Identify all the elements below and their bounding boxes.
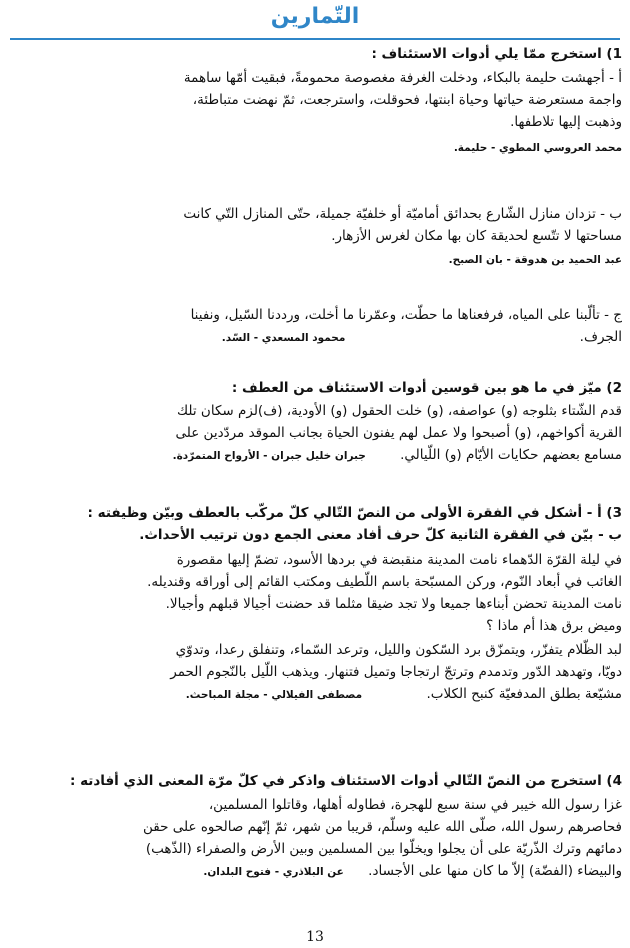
text-line: مساحتها لا تتّسع لحديقة كان بها مكان لغرس الأزهار. xyxy=(331,228,622,244)
exercise-1-c-source: محمود المسعدي - السّد. xyxy=(221,332,346,344)
exercise-4-source: عن البلاذري - فتوح البلدان. xyxy=(203,866,344,878)
exercise-3-paragraph-2 xyxy=(8,639,622,706)
exercise-1-b xyxy=(8,203,622,269)
text-line: نامت المدينة تحضن أبناءها جميعا ولا تجد ضيقا مثلما قد حضنت أجيالا قبلهم وأجيالا. xyxy=(165,596,622,612)
text-line: غزا رسول الله خيبر في سنة سبع للهجرة، فطاوله أهلها، وقاتلوا المسلمين، xyxy=(208,797,622,813)
exercise-2-source: جبران خليل جبران - الأرواح المتمرّدة. xyxy=(172,450,366,462)
text-line-part: مشيّعة بطلق المدفعيّة كنبح الكلاب. xyxy=(426,686,622,702)
exercise-3-heading: 3) أ - أشكل في الفقرة الأولى من النصّ التّالي كلّ مركّب بالعطف وبيّن وظيفته : xyxy=(87,505,622,521)
text-line xyxy=(8,860,622,883)
text-line: ج - تألّبنا على المياه، فرفعناها ما حطّت، وعمّرنا ما أخلت، ورددنا السّيل، ونفينا xyxy=(190,307,622,323)
text-line-part: الجرف. xyxy=(579,329,622,345)
text-line: ب - تزدان منازل الشّارع بحدائق أماميّة أو خلفيّة جميلة، حتّى المنازل التّي كانت xyxy=(183,206,622,222)
title-underline xyxy=(10,38,620,40)
text-line: القرية أكواخهم، (و) أصبحوا ولا عمل لهم يفنون الحياة بجانب الموقد مردّدين على xyxy=(175,425,622,441)
exercise-4-heading: 4) استخرج من النصّ التّالي أدوات الاستئناف واذكر في كلّ مرّة المعنى الذي أفادته : xyxy=(69,773,622,789)
text-line: واجمة مستعرضة حياتها وحياة ابنتها، فحوقلت، واسترجعت، ثمّ نهضت متباطئة، xyxy=(192,92,622,108)
exercise-3-source: مصطفى الفيلالي - مجلة المباحث. xyxy=(185,689,363,701)
text-line: فحاصرهم رسول الله، صلّى الله عليه وسلّم، قريبا من شهر، ثمّ إنّهم صالحوه على حقن xyxy=(143,819,622,835)
text-line: لبد الظّلام يتفزّر، ويتمزّق برد السّكون والليل، وترعد السّماء، وتنفلق رعدا، وتدوّي xyxy=(175,642,622,658)
text-line: في ليلة القرّة الدّهماء نامت المدينة منقبضة في بردها الأسود، تضمّ إليها مقصورة xyxy=(176,552,622,568)
exercise-1-a-source: محمد العروسي المطوي - حليمة. xyxy=(453,142,622,154)
exercise-3-paragraph-1 xyxy=(8,549,622,637)
text-line: وذهبت إليها تلاطفها. xyxy=(510,114,622,130)
text-line: قدم الشّتاء بثلوجه (و) عواصفه، (و) خلت الحقول (و) الأودية، (ف)لزم سكان تلك xyxy=(177,403,622,419)
exercise-1-b-source: عبد الحميد بن هدوقة - بان الصبح. xyxy=(448,254,622,266)
exercise-3 xyxy=(8,503,622,706)
text-line-part: مسامع بعضهم حكايات الأيّام (و) اللّيالي. xyxy=(400,447,622,463)
text-line: وميض برق هذا أم ماذا ؟ xyxy=(486,618,622,634)
text-line: أ - أجهشت حليمة بالبكاء، ودخلت الغرفة مغصوصة محمومةً، فبقيت أمّها ساهمة xyxy=(183,70,622,86)
exercise-1-heading: 1) استخرج ممّا يلي أدوات الاستئناف : xyxy=(371,46,622,62)
page-title: التّمارين xyxy=(270,4,360,29)
page-number: 13 xyxy=(306,929,324,945)
exercise-4 xyxy=(8,771,622,883)
text-line-part: والبيضاء (الفضّة) إلاّ ما كان منها على الأجساد. xyxy=(368,863,622,879)
exercise-2-text xyxy=(8,400,622,467)
text-line: دمائهم وترك الذّريّة على أن يجلوا ويخلّوا بين المسلمين وبين الأرض والصفراء (الذّهب) xyxy=(145,841,622,857)
text-line: دويّا، وتهدهد الدّور وتدمدم وترتجّ ارتجاجا وتميل فتنهار. ويذهب اللّيل بالنّجوم الحمر xyxy=(170,664,622,680)
exercise-1-a xyxy=(8,67,622,133)
text-line xyxy=(8,444,622,467)
exercise-3-b: ب - بيّن في الفقرة الثانية كلّ حرف أفاد معنى الجمع دون ترتيب الأحداث. xyxy=(139,527,622,543)
exercise-4-text xyxy=(8,794,622,883)
text-line xyxy=(8,326,622,349)
text-line xyxy=(8,683,622,706)
exercise-1-c xyxy=(8,304,622,349)
exercise-1 xyxy=(8,44,622,157)
exercise-2-heading: 2) ميّز في ما هو بين قوسين أدوات الاستئناف من العطف : xyxy=(231,380,622,396)
exercise-2 xyxy=(8,378,622,467)
text-line: الغائب في أبعاد النّوم، وركن المسبّحة باسم اللّطيف ومكتب القائم إلى أوراقه وقنديله. xyxy=(147,574,622,590)
exercise-1-b-text xyxy=(8,203,622,247)
exercise-1-c-text xyxy=(8,304,622,349)
